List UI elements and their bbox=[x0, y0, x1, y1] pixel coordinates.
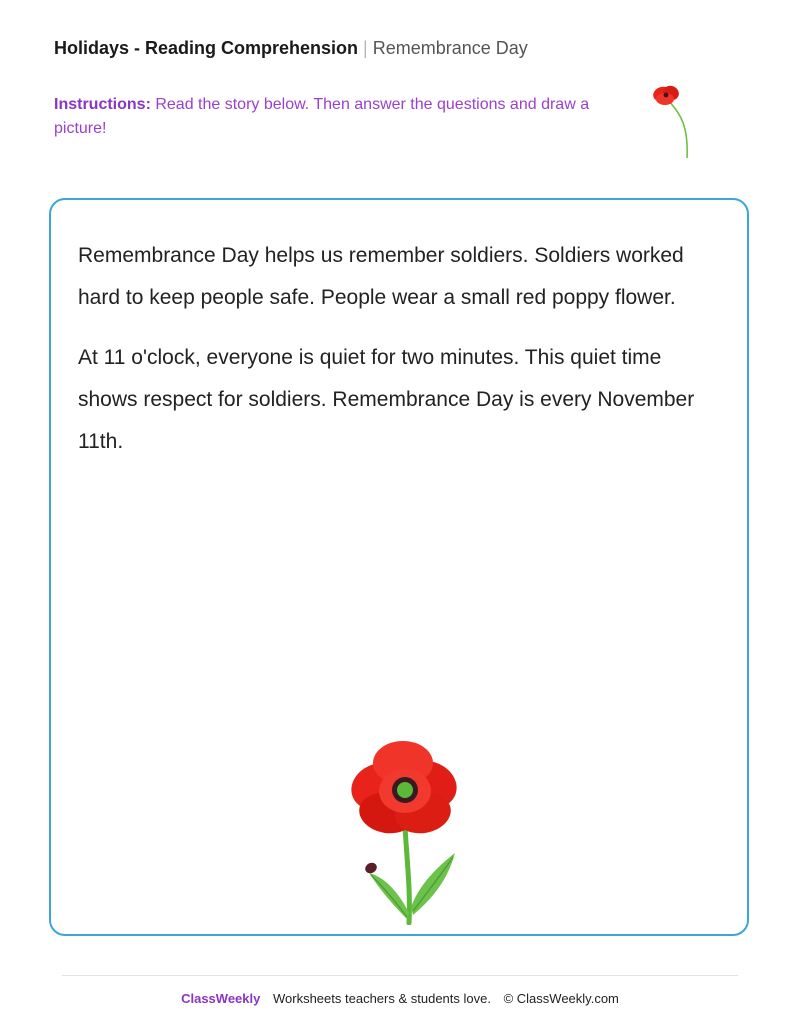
worksheet-title: Holidays - Reading Comprehension bbox=[54, 38, 359, 58]
story-box bbox=[49, 198, 749, 936]
instructions-label: Instructions: bbox=[54, 96, 151, 113]
footer-divider bbox=[62, 975, 738, 976]
footer-tagline: Worksheets teachers & students love. bbox=[272, 991, 491, 1006]
instructions-text: Read the story below. Then answer the questions and draw a picture! bbox=[54, 96, 590, 137]
poppy-illustration bbox=[341, 735, 471, 925]
footer-copyright: © ClassWeekly.com bbox=[503, 991, 619, 1006]
worksheet-subtitle: Remembrance Day bbox=[372, 38, 528, 58]
story-text bbox=[78, 235, 698, 481]
worksheet-header bbox=[54, 36, 528, 60]
story-paragraph-1: Remembrance Day helps us remember soldiers. Soldiers worked hard to keep people safe. People wear a small red poppy flower. bbox=[78, 244, 684, 309]
poppy-icon bbox=[645, 80, 705, 162]
footer-brand: ClassWeekly bbox=[181, 991, 261, 1006]
footer bbox=[0, 990, 800, 1008]
story-paragraph-2: At 11 o'clock, everyone is quiet for two minutes. This quiet time shows respect for soldiers. Remembrance Day is every November 11th. bbox=[78, 346, 695, 453]
title-separator: | bbox=[363, 38, 368, 58]
instructions bbox=[54, 93, 614, 141]
